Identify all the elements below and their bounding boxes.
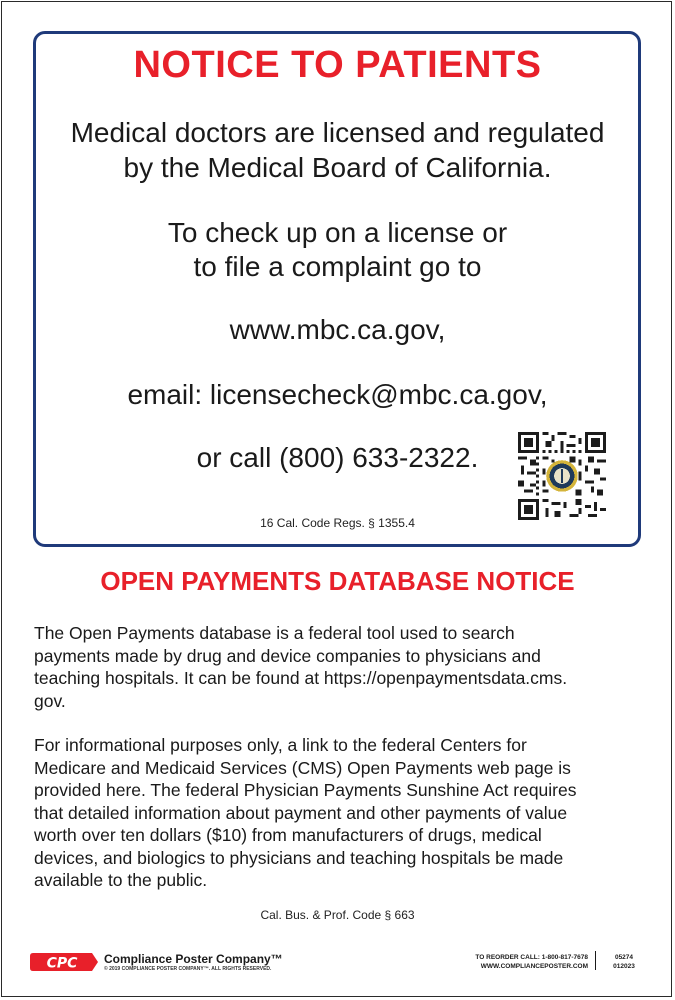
qr-code[interactable] — [518, 432, 606, 520]
revision-code: 012023 — [613, 963, 635, 970]
paragraph-line: devices, and biologics to physicians and teaching hospitals be made — [34, 847, 564, 868]
poster-code: 05274 — [614, 954, 634, 961]
notice-citation: 16 Cal. Code Regs. § 1355.4 — [260, 516, 415, 530]
open-payments-title: OPEN PAYMENTS DATABASE NOTICE — [100, 566, 575, 596]
paragraph-line: payments made by drug and device companies to physicians and — [34, 645, 541, 666]
mbc-website-link[interactable]: www.mbc.ca.gov, — [229, 314, 446, 345]
company-name: Compliance Poster Company™ — [104, 952, 283, 966]
notice-text-line-4: to file a complaint go to — [193, 251, 482, 282]
open-payments-citation: Cal. Bus. & Prof. Code § 663 — [260, 908, 415, 922]
notice-text-line-2: by the Medical Board of California. — [123, 152, 552, 183]
footer-divider — [595, 951, 596, 970]
notice-title: NOTICE TO PATIENTS — [133, 44, 542, 86]
paragraph-line-with-link[interactable]: teaching hospitals. It can be found at https://openpaymentsdata.cms. — [34, 668, 568, 688]
paragraph-line: gov. — [34, 690, 66, 711]
open-payments-paragraph-1 — [34, 622, 636, 712]
compliance-poster-website[interactable]: WWW.COMPLIANCEPOSTER.COM — [480, 963, 588, 970]
paragraph-line: For informational purposes only, a link to the federal Centers for — [34, 735, 527, 755]
mbc-email-link[interactable]: email: licensecheck@mbc.ca.gov, — [127, 379, 548, 410]
paragraph-line: available to the public. — [34, 870, 208, 890]
paragraph-line: that detailed information about payment and other payments of value — [34, 802, 568, 823]
reorder-phone: TO REORDER CALL: 1-800-817-7678 — [475, 954, 588, 961]
notice-text-line-3: To check up on a license or — [167, 217, 508, 248]
paragraph-line: worth over ten dollars ($10) from manufacturers of drugs, medical — [34, 825, 542, 845]
open-payments-paragraph-2 — [34, 734, 636, 892]
paragraph-line: Medicare and Medicaid Services (CMS) Open Payments web page is — [34, 757, 571, 778]
paragraph-line: provided here. The federal Physician Payments Sunshine Act requires — [34, 780, 577, 800]
paragraph-line: The Open Payments database is a federal tool used to search — [34, 623, 515, 643]
notice-text-line-1: Medical doctors are licensed and regulated — [70, 117, 605, 148]
cpc-logo-text: CPC — [46, 955, 78, 972]
copyright-text: © 2019 COMPLIANCE POSTER COMPANY™. ALL RIGHTS RESERVED. — [104, 966, 272, 972]
cpc-logo — [30, 951, 100, 973]
mbc-phone-number: or call (800) 633-2322. — [196, 442, 479, 473]
